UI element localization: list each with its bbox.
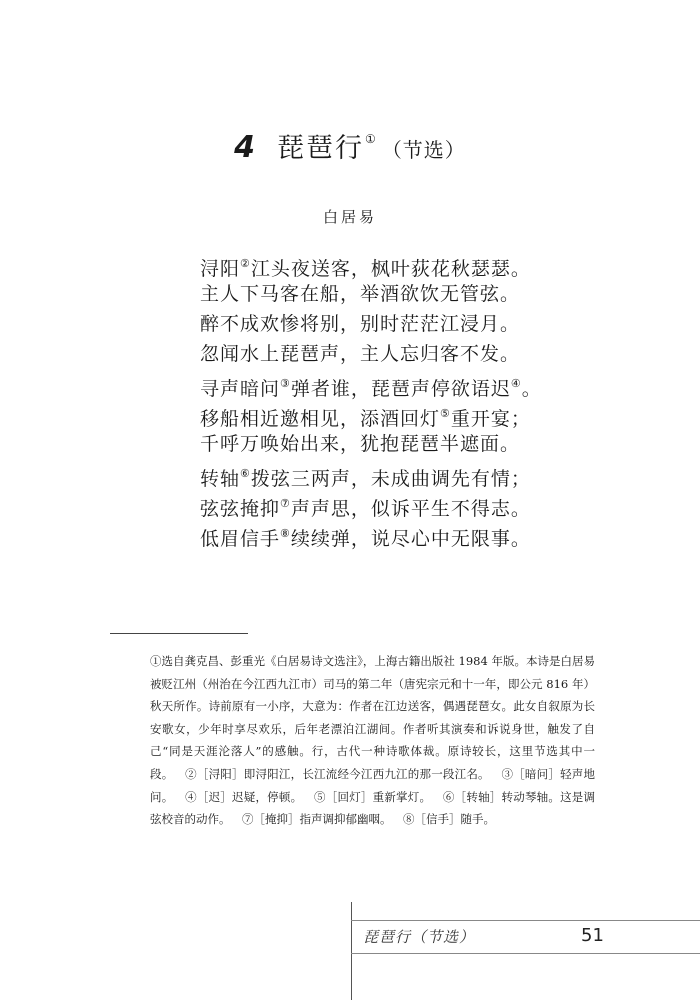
poem-line: 醉不成欢惨将别，别时茫茫江浸月。 xyxy=(200,313,521,335)
footnote: ①选自龚克昌、彭重光《白居易诗文选注》，上海古籍出版社 1984 年版。本诗是白居易被贬江州（州治在今江西九江市）司马的第二年（唐宪宗元和十一年，即公元 816 年）秋天所作。诗前原有一小序，大意为：作者在江边送客，偶遇琵琶女。此女自叙原为长安歌女，少年时享尽欢乐，后年老漂泊江湖间。作者听其演奏和诉说身世，触发了自己“同是天涯沦落人”的感触。行，古代一种诗歌体裁。原诗较长，这里节选其中一段。 xyxy=(150,654,595,781)
footnote-divider xyxy=(110,633,248,634)
footnote-marker: ⑤ xyxy=(440,407,451,420)
poem-line: 千呼万唤始出来，犹抱琵琶半遮面。 xyxy=(200,433,521,455)
lesson-number: 4 xyxy=(234,130,256,165)
footnote-marker: ⑦ xyxy=(280,497,291,510)
page-number: 51 xyxy=(581,925,604,946)
running-title: 琵琶行（节选） xyxy=(363,928,476,946)
title-footnote-marker: ① xyxy=(365,132,376,146)
footnote: ④［迟］迟疑，停顿。 xyxy=(184,789,303,804)
poem-line: 低眉信手⑧续续弹，说尽心中无限事。 xyxy=(200,527,531,550)
lesson-title xyxy=(0,126,700,165)
poem-line: 移船相近邀相见，添酒回灯⑤重开宴； xyxy=(200,407,531,430)
author-name: 白居易 xyxy=(322,208,377,226)
poem-line: 转轴⑥拨弦三两声，未成曲调先有情； xyxy=(200,467,531,490)
poem-title: 琵琶行 xyxy=(277,133,365,164)
footnote-marker: ⑥ xyxy=(240,467,251,480)
footnote-marker: ④ xyxy=(510,377,522,390)
footnote: ⑦［掩抑］指声调抑郁幽咽。 xyxy=(242,812,392,827)
footnote: ⑧［信手］随手。 xyxy=(403,812,495,827)
poem-line: 寻声暗问③弹者谁，琵琶声停欲语迟④。 xyxy=(200,377,542,400)
poem-line: 浔阳②江头夜送客，枫叶荻花秋瑟瑟。 xyxy=(200,257,531,280)
poem-body xyxy=(200,249,560,549)
footnote-marker: ② xyxy=(240,257,251,270)
footnote: ②［浔阳］即浔阳江，长江流经今江西九江的那一段江名。 xyxy=(184,766,490,781)
poem-line: 主人下马客在船，举酒欲饮无管弦。 xyxy=(200,283,521,305)
footer-vertical-rule xyxy=(351,902,352,1000)
footnote-marker: ③ xyxy=(280,377,291,390)
poem-line: 忽闻水上琵琶声，主人忘归客不发。 xyxy=(200,343,521,365)
footnote: ⑤［回灯］重新掌灯。 xyxy=(313,789,432,804)
footnote: ③［暗问］轻声地问。 xyxy=(150,766,596,804)
footnote-marker: ⑧ xyxy=(280,527,291,540)
poem-line: 弦弦掩抑⑦声声思，似诉平生不得志。 xyxy=(200,497,531,520)
footer-top-rule xyxy=(351,920,700,921)
footnote: ⑥［转轴］转动琴轴。这是调弦校音的动作。 xyxy=(150,789,596,827)
poem-subtitle: （节选） xyxy=(381,138,466,162)
footer-bottom-rule xyxy=(351,953,700,954)
footnotes xyxy=(150,650,595,831)
